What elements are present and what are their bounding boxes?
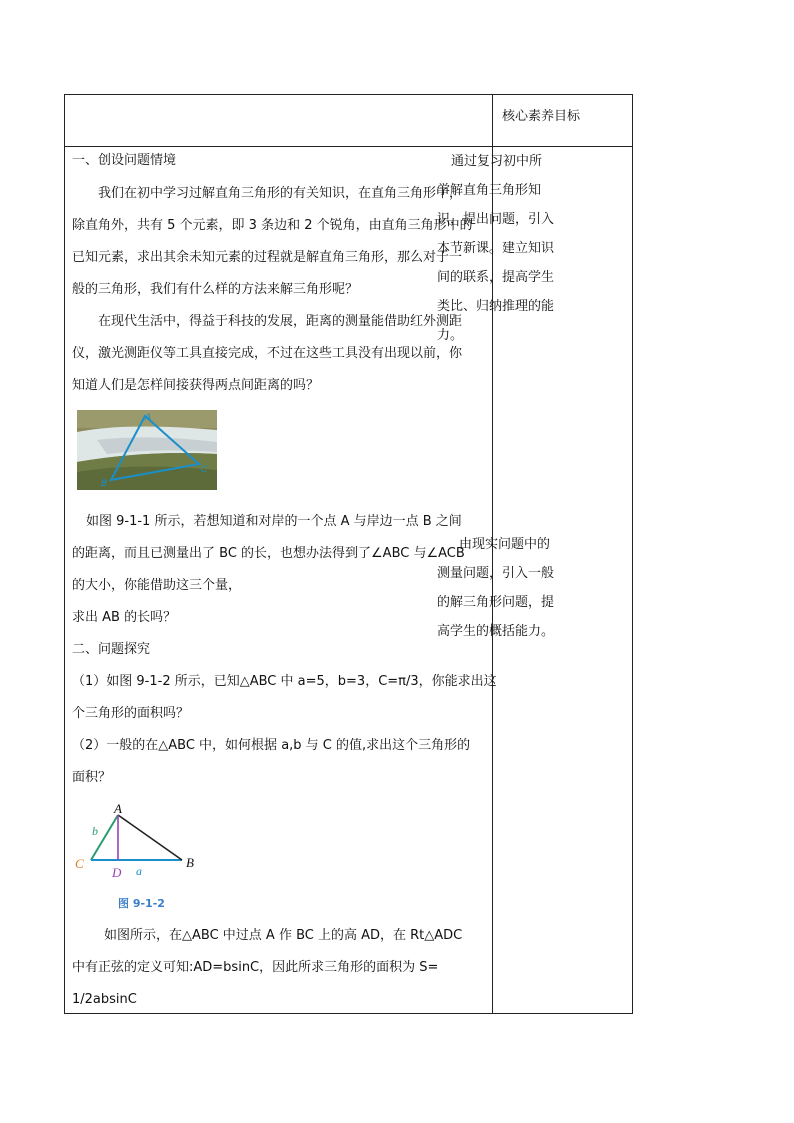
river-survey-photo (77, 410, 217, 490)
goal2-line3: 的解三角形问题，提 (437, 595, 555, 610)
header-core-literacy-goals: 核心素养目标 (502, 109, 581, 124)
goal1-line6: 类比、归纳推理的能 (437, 299, 555, 314)
foot-d-label: D (112, 865, 122, 880)
photo-label-a: A (145, 413, 152, 423)
vertex-a-label: A (114, 801, 122, 816)
section2-p4-line3: 1/2absinC (72, 992, 137, 1007)
section1-p2-line3: 知道人们是怎样间接获得两点间距离的吗？ (72, 378, 320, 393)
goal2-line1: 由现实问题中的 (459, 537, 551, 552)
goal1-line3: 识，提出问题，引入 (437, 212, 555, 227)
goal1-line2: 学解直角三角形知 (437, 183, 542, 198)
goal-block-1 (437, 147, 565, 350)
goal1-line4: 本节新课。建立知识 (437, 241, 555, 256)
side-b-label: b (92, 824, 98, 838)
section2-q1-line1: （1）如图 9-1-2 所示，已知△ABC 中 a=5，b=3，C=π/3，你能求出这 (72, 674, 497, 689)
section1-p1-line3: 已知元素，求出其余未知元素的过程就是解直角三角形，那么对于一 (72, 250, 463, 265)
river-photo-svg (77, 410, 217, 490)
section1-p1-line1: 我们在初中学习过解直角三角形的有关知识，在直角三角形中， (98, 186, 463, 201)
goal1-line1: 通过复习初中所 (451, 154, 543, 169)
side-c-line (118, 815, 182, 860)
section2-q2-line1: （2）一般的在△ABC 中，如何根据 a,b 与 C 的值,求出这个三角形的 (72, 738, 471, 753)
section1-p3-line2: 的距离，而且已测量出了 BC 的长，也想办法得到了∠ABC 与∠ACB (72, 546, 465, 561)
vertex-c-label: C (75, 856, 84, 871)
triangle-svg (72, 795, 207, 915)
goal2-line2: 测量问题，引入一般 (437, 566, 555, 581)
photo-label-b: B (101, 479, 108, 489)
triangle-figure-9-1-2 (72, 795, 207, 915)
section2-p4-line1: 如图所示，在△ABC 中过点 A 作 BC 上的高 AD，在 Rt△ADC (104, 928, 463, 943)
section2-title: 二、问题探究 (72, 642, 151, 657)
section1-title: 一、创设问题情境 (72, 153, 177, 168)
section1-p3-line1: 如图 9-1-1 所示，若想知道和对岸的一个点 A 与岸边一点 B 之间 (86, 514, 462, 529)
vertex-b-label: B (186, 855, 194, 870)
section1-p2-line1: 在现代生活中，得益于科技的发展，距离的测量能借助红外测距 (98, 314, 463, 329)
goal2-line4: 高学生的概括能力。 (437, 624, 555, 639)
section2-q1-line2: 个三角形的面积吗？ (72, 706, 190, 721)
side-a-label: a (136, 864, 142, 878)
section1-p2-line2: 仪，激光测距仪等工具直接完成，不过在这些工具没有出现以前，你 (72, 346, 463, 361)
goal1-line5: 间的联系，提高学生 (437, 270, 555, 285)
section1-p1-line4: 般的三角形，我们有什么样的方法来解三角形呢？ (72, 282, 359, 297)
section1-p3-line3: 的大小，你能借助这三个量， (72, 578, 242, 593)
goal1-line7: 力。 (437, 328, 464, 343)
section2-p4-line2: 中有正弦的定义可知:AD=bsinC，因此所求三角形的面积为 S= (72, 960, 439, 975)
goal-block-2 (437, 530, 565, 646)
section2-q2-line2: 面积？ (72, 770, 112, 785)
photo-label-c: C (201, 465, 208, 475)
section1-p3-line4: 求出 AB 的长吗？ (72, 610, 177, 625)
section1-p1-line2: 除直角外，共有 5 个元素，即 3 条边和 2 个锐角，由直角三角形中的 (72, 218, 473, 233)
figure-caption: 图 9-1-2 (118, 897, 165, 910)
